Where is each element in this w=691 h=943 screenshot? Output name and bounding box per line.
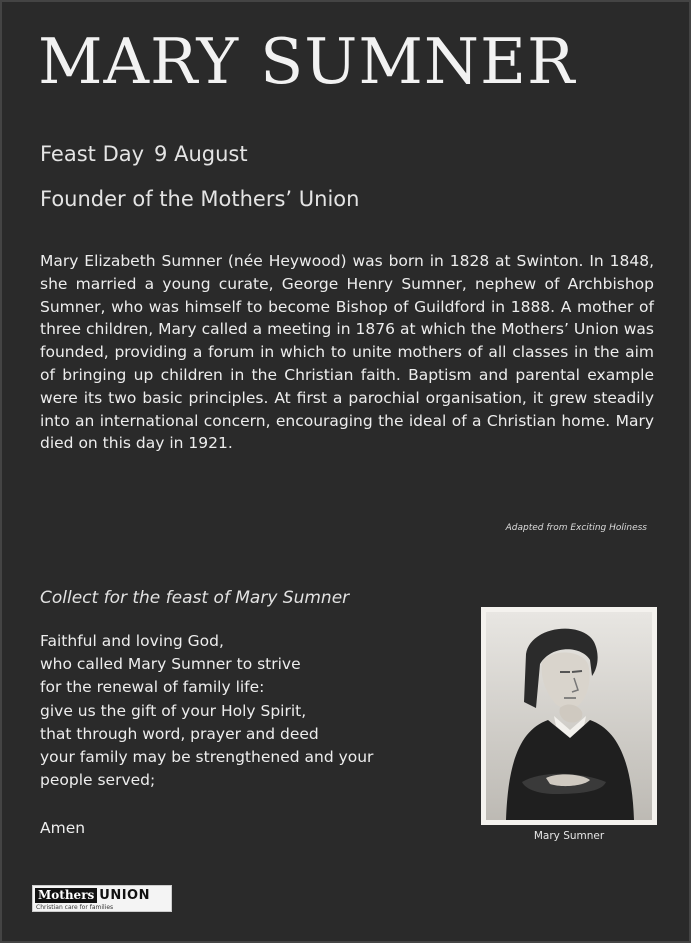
prayer-line: that through word, prayer and deed <box>40 724 319 743</box>
collect-heading: Collect for the feast of Mary Sumner <box>40 588 350 608</box>
logo-union-text: UNION <box>99 888 150 903</box>
role-subtitle: Founder of the Mothers’ Union <box>40 187 360 211</box>
prayer-line: people served; <box>40 771 156 790</box>
biography-paragraph: Mary Elizabeth Sumner (née Heywood) was born in 1828 at Swinton. In 1848, she married a young curate, George Henry Sumner, nephew of Archbishop Sumner, who was himself to become Bishop of Guildford in 1888. A mother of three children, Mary called a meeting in 1876 at which the Mothers’ Union was founded, providing a forum in which to unite mothers of all classes in the aim of bringing up children in the Christian faith. Baptism and parental example were its two basic principles. At first a parochial organisation, it grew steadily into an international concern, encouraging the ideal of a Christian home. Mary died on this day in 1921. <box>40 252 654 453</box>
logo-wordmark <box>35 888 169 903</box>
page-title: MARY SUMNER <box>38 25 576 98</box>
prayer-line: give us the gift of your Holy Spirit, <box>40 701 307 720</box>
prayer-line: your family may be strengthened and your <box>40 748 374 767</box>
prayer-line: for the renewal of family life: <box>40 678 265 697</box>
prayer-line: who called Mary Sumner to strive <box>40 655 301 674</box>
prayer-amen: Amen <box>40 819 86 837</box>
logo-tagline: Christian care for families <box>36 904 114 911</box>
portrait-photo <box>481 607 657 825</box>
feast-day-date: 9 August <box>154 142 248 166</box>
collect-prayer <box>40 630 460 792</box>
source-attribution: Adapted from Exciting Holiness <box>505 523 647 533</box>
feast-day <box>40 142 248 166</box>
portrait-image <box>486 612 652 820</box>
mothers-union-logo <box>32 885 172 912</box>
prayer-line: Faithful and loving God, <box>40 632 224 650</box>
logo-mothers-text: Mothers <box>35 888 97 903</box>
feast-day-label: Feast Day <box>40 142 145 166</box>
portrait-caption: Mary Sumner <box>533 830 605 842</box>
